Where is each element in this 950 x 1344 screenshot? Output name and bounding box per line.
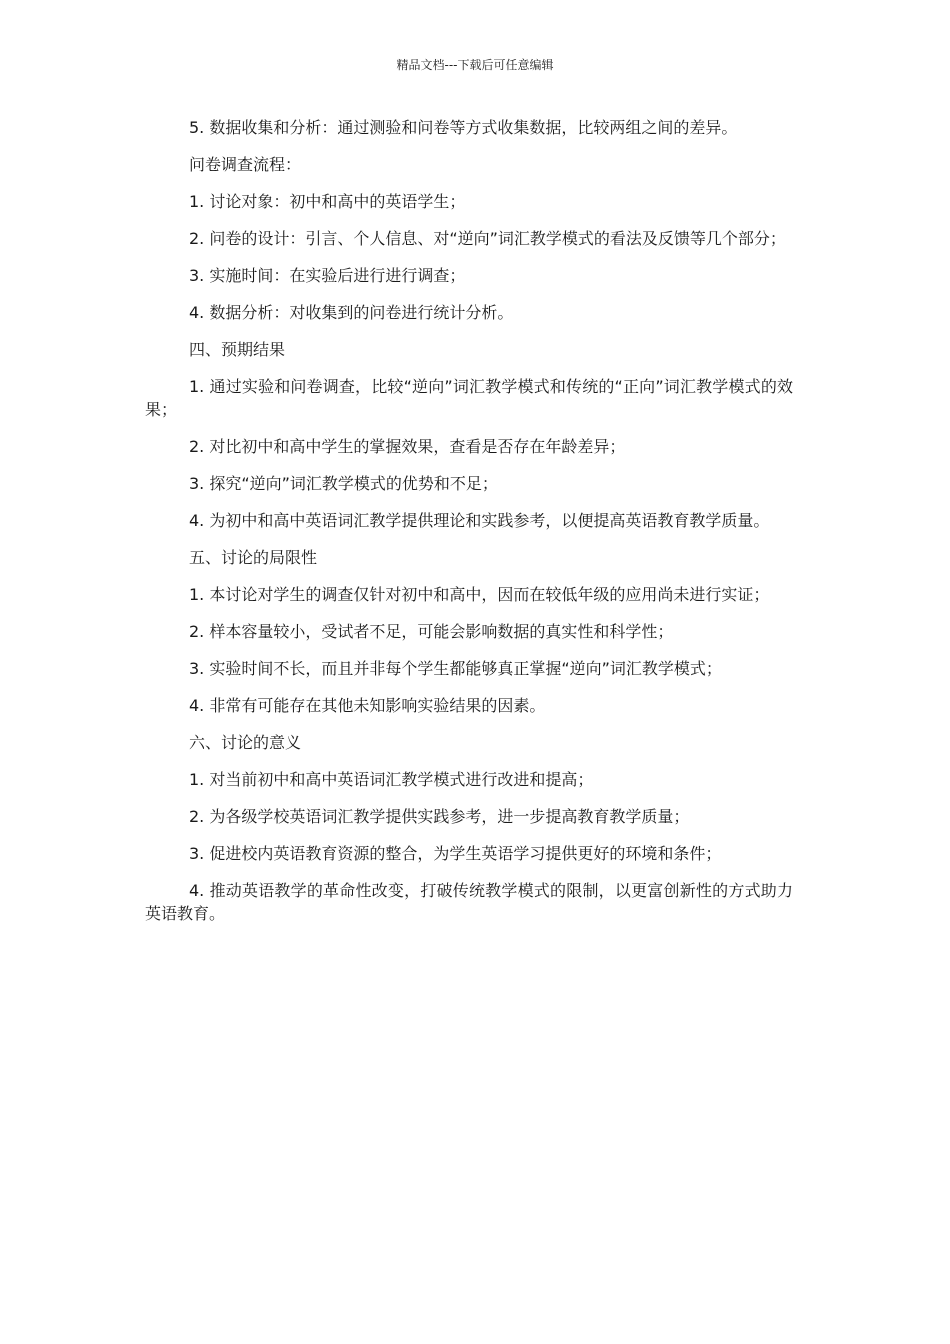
paragraph: 1. 讨论对象：初中和高中的英语学生； <box>189 192 466 211</box>
paragraph: 3. 实施时间：在实验后进行进行调查； <box>189 266 466 285</box>
paragraph: 1. 本讨论对学生的调查仅针对初中和高中，因而在较低年级的应用尚未进行实证； <box>189 585 770 604</box>
paragraph: 3. 促进校内英语教育资源的整合，为学生英语学习提供更好的环境和条件； <box>189 844 722 863</box>
paragraph: 3. 实验时间不长，而且并非每个学生都能够真正掌握“逆向”词汇教学模式； <box>189 659 722 678</box>
paragraph: 1. 通过实验和问卷调查，比较“逆向”词汇教学模式和传统的“正向”词汇教学模式的效果； <box>145 377 793 419</box>
paragraph: 2. 问卷的设计：引言、个人信息、对“逆向”词汇教学模式的看法及反馈等几个部分； <box>189 229 786 248</box>
section-heading: 五、讨论的局限性 <box>189 548 318 567</box>
paragraph: 1. 对当前初中和高中英语词汇教学模式进行改进和提高； <box>189 770 594 789</box>
paragraph: 4. 推动英语教学的革命性改变，打破传统教学模式的限制，以更富创新性的方式助力英语教育。 <box>145 881 793 923</box>
document-body <box>145 116 793 939</box>
paragraph: 2. 样本容量较小，受试者不足，可能会影响数据的真实性和科学性； <box>189 622 674 641</box>
section-heading: 四、预期结果 <box>189 340 286 359</box>
paragraph: 4. 数据分析：对收集到的问卷进行统计分析。 <box>189 303 514 322</box>
section-heading: 六、讨论的意义 <box>189 733 302 752</box>
paragraph: 3. 探究“逆向”词汇教学模式的优势和不足； <box>189 474 498 493</box>
paragraph: 4. 为初中和高中英语词汇教学提供理论和实践参考，以便提高英语教育教学质量。 <box>189 511 770 530</box>
section-heading: 问卷调查流程： <box>189 155 302 174</box>
paragraph: 4. 非常有可能存在其他未知影响实验结果的因素。 <box>189 696 546 715</box>
page-header: 精品文档---下载后可任意编辑 <box>396 58 554 72</box>
paragraph: 2. 对比初中和高中学生的掌握效果，查看是否存在年龄差异； <box>189 437 626 456</box>
paragraph: 5. 数据收集和分析：通过测验和问卷等方式收集数据，比较两组之间的差异。 <box>189 118 738 137</box>
paragraph: 2. 为各级学校英语词汇教学提供实践参考，进一步提高教育教学质量； <box>189 807 690 826</box>
